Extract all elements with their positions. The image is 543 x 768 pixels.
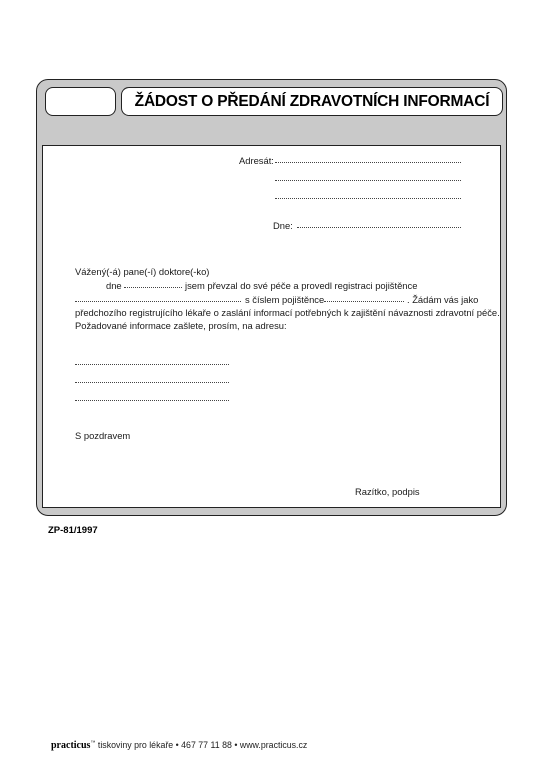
form-code-box <box>45 87 116 116</box>
address-line-2[interactable] <box>275 180 461 181</box>
insurance-number-line[interactable] <box>324 301 404 302</box>
stamp-signature-label: Razítko, podpis <box>355 486 420 497</box>
date-label: Dne: <box>273 220 293 231</box>
previous-doctor-text: předchozího registrujícího lékaře o zaslání informací potřebných k zajištění návaznosti zdravotní péče. <box>75 307 500 318</box>
address-line-3[interactable] <box>275 198 461 199</box>
salutation: Vážený(-á) pane(-í) doktore(-ko) <box>75 266 210 277</box>
dne-label: dne <box>106 280 122 291</box>
request-text: . Žádám vás jako <box>407 294 479 305</box>
send-to-text: Požadované informace zašlete, prosím, na adresu: <box>75 320 287 331</box>
publisher-contact: tiskoviny pro lékaře • 467 77 11 88 • www.practicus.cz <box>95 740 308 750</box>
took-over-text: jsem převzal do své péče a provedl registraci pojištěnce <box>185 280 418 291</box>
return-address-line-2[interactable] <box>75 382 229 383</box>
form-title: ŽÁDOST O PŘEDÁNÍ ZDRAVOTNÍCH INFORMACÍ <box>134 92 490 110</box>
return-address-line-3[interactable] <box>75 400 229 401</box>
insurance-number-label: s číslem pojištěnce <box>245 294 325 305</box>
address-label: Adresát: <box>239 155 274 166</box>
return-address-line-1[interactable] <box>75 364 229 365</box>
title-box <box>121 87 503 116</box>
takeover-date-line[interactable] <box>124 287 182 288</box>
date-line[interactable] <box>297 227 461 228</box>
publisher-footer <box>51 740 307 751</box>
patient-name-line[interactable] <box>75 301 241 302</box>
publisher-brand: practicus <box>51 740 91 751</box>
trademark-sign: ™ <box>90 740 96 747</box>
closing-text: S pozdravem <box>75 430 131 441</box>
address-line-1[interactable] <box>275 162 461 163</box>
form-code: ZP-81/1997 <box>48 525 98 536</box>
